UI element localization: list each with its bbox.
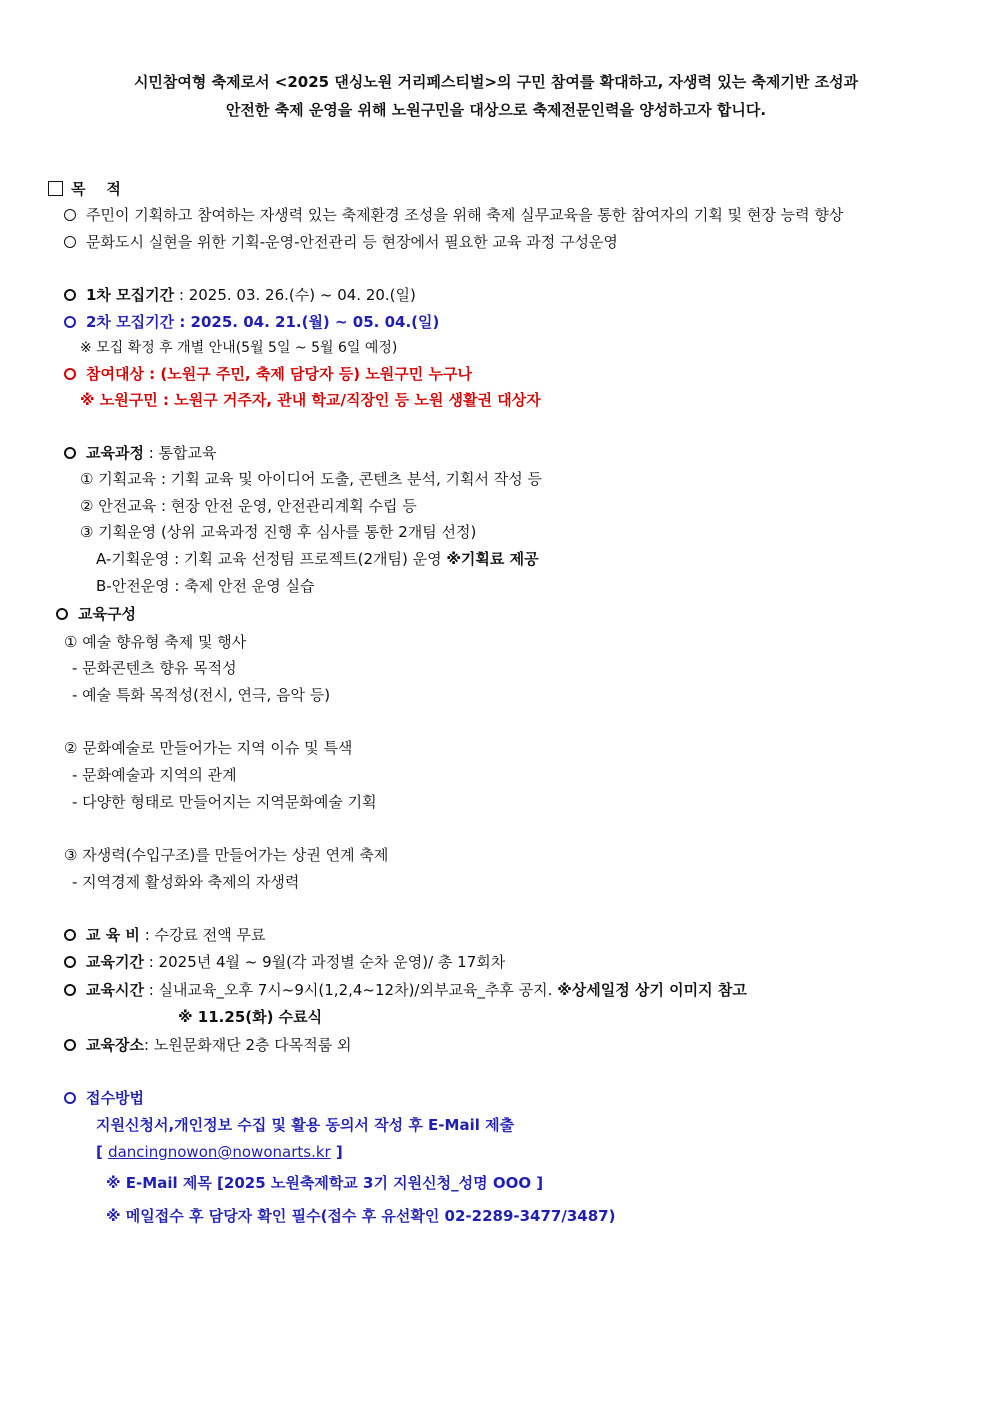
circle-bullet-icon: [64, 447, 76, 459]
apply-note-1: ※ E-Mail 제목 [2025 노원축제학교 3기 지원신청_성명 OOO ]: [106, 1174, 544, 1192]
circle-bullet-icon: [64, 1092, 76, 1104]
purpose-heading: 목 적: [48, 178, 121, 200]
detail-time: 교육시간 : 실내교육_오후 7시~9시(1,2,4~12차)/외부교육_추후 공지. ※상세일정 상기 이미지 참고: [64, 979, 747, 1001]
course-item-1: ① 기획교육 : 기획 교육 및 아이디어 도출, 콘텐츠 분석, 기획서 작성 등: [80, 470, 542, 488]
circle-bullet-icon: [64, 236, 76, 248]
structure-group-1-item-2: - 예술 특화 목적성(전시, 연극, 음악 등): [72, 686, 331, 704]
circle-bullet-icon: [64, 368, 76, 380]
recruit-second: 2차 모집기간 : 2025. 04. 21.(월) ~ 05. 04.(일): [64, 311, 439, 333]
course-item-2: ② 안전교육 : 현장 안전 운영, 안전관리계획 수립 등: [80, 497, 417, 515]
structure-heading: 교육구성: [56, 603, 136, 625]
apply-email-line: [ dancingnowon@nowonarts.kr ]: [96, 1143, 343, 1161]
course-sub-a: A-기획운영 : 기획 교육 선정팀 프로젝트(2개팀) 운영 ※기획료 제공: [96, 550, 539, 568]
circle-bullet-icon: [64, 316, 76, 328]
circle-bullet-icon: [64, 984, 76, 996]
recruit-note: ※ 모집 확정 후 개별 안내(5월 5일 ~ 5월 6일 예정): [80, 340, 398, 356]
structure-group-1-title: ① 예술 향유형 축제 및 행사: [64, 633, 247, 651]
recruit-target: 참여대상 : (노원구 주민, 축제 담당자 등) 노원구민 누구나: [64, 363, 472, 385]
apply-heading: 접수방법: [64, 1087, 144, 1109]
circle-bullet-icon: [64, 289, 76, 301]
intro-line-2: 안전한 축제 운영을 위해 노원구민을 대상으로 축제전문인력을 양성하고자 합니다.: [225, 101, 767, 119]
structure-group-1-item-1: - 문화콘텐츠 향유 목적성: [72, 659, 237, 677]
structure-group-2-title: ② 문화예술로 만들어가는 지역 이슈 및 특색: [64, 739, 353, 757]
course-heading: 교육과정 : 통합교육: [64, 442, 217, 464]
intro-line-1: 시민참여형 축제로서 <2025 댄싱노원 거리페스티벌>의 구민 참여를 확대하고, 자생력 있는 축제기반 조성과: [133, 73, 859, 91]
circle-bullet-icon: [64, 209, 76, 221]
circle-bullet-icon: [64, 1039, 76, 1051]
recruit-target-note: ※ 노원구민 : 노원구 거주자, 관내 학교/직장인 등 노원 생활권 대상자: [80, 391, 541, 409]
checkbox-square-icon: [48, 181, 63, 196]
purpose-item-1: 주민이 기획하고 참여하는 자생력 있는 축제환경 조성을 위해 축제 실무교육을 통한 참여자의 기획 및 현장 능력 향상: [64, 204, 843, 226]
apply-note-2: ※ 메일접수 후 담당자 확인 필수(접수 후 유선확인 02-2289-3477/3487): [106, 1207, 616, 1225]
detail-place: 교육장소: 노원문화재단 2층 다목적룸 외: [64, 1034, 352, 1056]
circle-bullet-icon: [56, 608, 68, 620]
purpose-item-2: 문화도시 실현을 위한 기획-운영-안전관리 등 현장에서 필요한 교육 과정 구성운영: [64, 231, 618, 253]
recruit-first: 1차 모집기간 : 2025. 03. 26.(수) ~ 04. 20.(일): [64, 284, 416, 306]
structure-group-3-item-1: - 지역경제 활성화와 축제의 자생력: [72, 873, 300, 891]
course-item-3: ③ 기획운영 (상위 교육과정 진행 후 심사를 통한 2개팀 선정): [80, 523, 477, 541]
email-link[interactable]: dancingnowon@nowonarts.kr: [108, 1143, 331, 1161]
structure-group-3-title: ③ 자생력(수입구조)를 만들어가는 상권 연계 축제: [64, 846, 389, 864]
structure-group-2-item-1: - 문화예술과 지역의 관계: [72, 766, 237, 784]
circle-bullet-icon: [64, 956, 76, 968]
detail-fee: 교 육 비 : 수강료 전액 무료: [64, 924, 265, 946]
structure-group-2-item-2: - 다양한 형태로 만들어지는 지역문화예술 기획: [72, 793, 377, 811]
detail-time-note: ※ 11.25(화) 수료식: [178, 1008, 323, 1026]
apply-line-1: 지원신청서,개인정보 수집 및 활용 동의서 작성 후 E-Mail 제출: [96, 1116, 515, 1134]
course-sub-b: B-안전운영 : 축제 안전 운영 실습: [96, 577, 315, 595]
circle-bullet-icon: [64, 929, 76, 941]
detail-period: 교육기간 : 2025년 4월 ~ 9월(각 과정별 순차 운영)/ 총 17회차: [64, 951, 505, 973]
